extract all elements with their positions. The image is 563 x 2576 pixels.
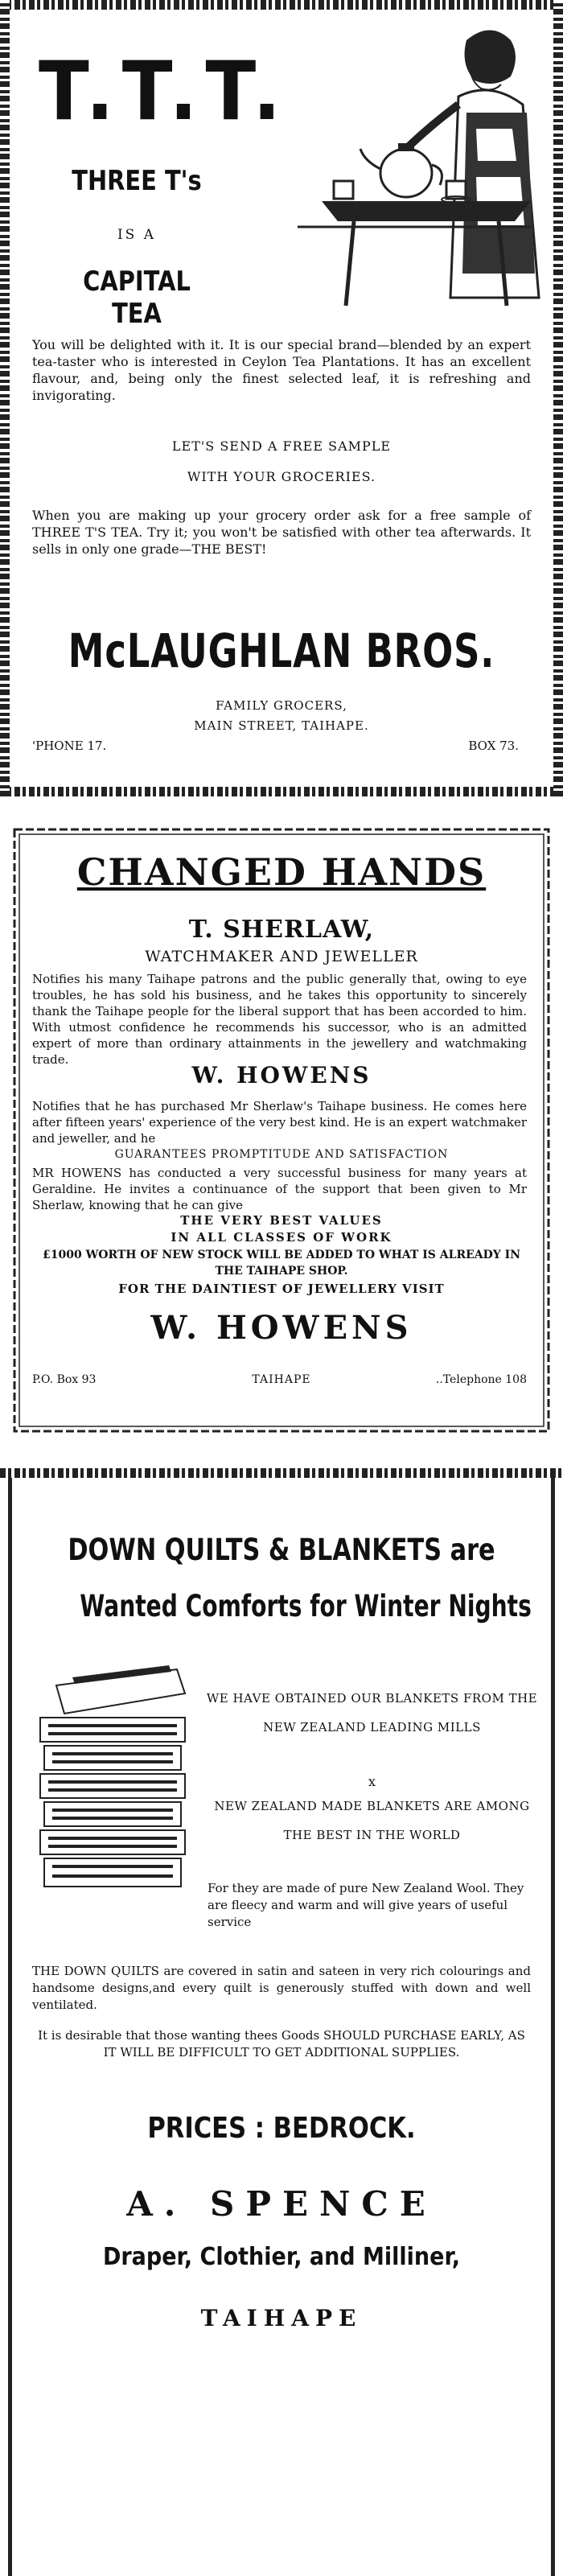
headline-2: Wanted Comforts for Winter Nights — [80, 1589, 532, 1623]
ttt-sample-line-1: LET'S SEND A FREE SAMPLE — [171, 438, 392, 454]
chain-border-left — [0, 0, 10, 796]
sherlaw-town: TAIHAPE — [252, 1373, 311, 1386]
changed-hands-headline: CHANGED HANDS — [76, 850, 487, 894]
nz-blankets-text: NEW ZEALAND MADE BLANKETS ARE AMONG THE BEST IN THE WORLD — [214, 1799, 530, 1842]
telephone: ..Telephone 108 — [435, 1373, 527, 1386]
ttt-tagline-3: CAPITAL TEA — [83, 265, 191, 330]
blankets-illustration — [24, 1653, 197, 1895]
ttt-advertisement — [0, 0, 563, 796]
seller-trade: WATCHMAKER AND JEWELLER — [145, 948, 418, 965]
values-line-1: THE VERY BEST VALUES — [180, 1213, 383, 1228]
ttt-body-1: You will be delighted with it. It is our special brand—blended by an expert tea-taster who is interested in Ceylon Tea Plantations. It has an excellent flavour, and, being only the finest selected leaf, it is refreshing and invigorating. — [32, 337, 531, 403]
left-rule — [8, 1478, 12, 2576]
ttt-sample-line-2: WITH YOUR GROCERIES. — [187, 469, 376, 484]
ttt-title: T.T.T. — [39, 43, 290, 139]
quilts-text: THE DOWN QUILTS are covered in satin and sateen in very rich colourings and handsome designs,and every quilt is generously stuffed with down and well ventilated. — [32, 1964, 531, 2012]
headline-1: DOWN QUILTS & BLANKETS are — [68, 1533, 495, 1567]
chain-border-top — [0, 1468, 563, 1478]
buyer-notice-2: MR HOWENS has conducted a very successful business for many years at Geraldine. He invites a continuance of the support that been given to Mr Sherlaw, knowing that he can give — [32, 1166, 527, 1212]
chain-border-bottom — [0, 787, 563, 796]
stock-notice: £1000 WORTH OF NEW STOCK WILL BE ADDED TO WHAT IS ALREADY IN THE TAIHAPE SHOP. — [42, 1249, 520, 1278]
buyer-notice: Notifies that he has purchased Mr Sherlaw's Taihape business. He comes here after fifteen years' experience of the very best kind. He is an expert watchmaker and jeweller, and he — [32, 1099, 527, 1146]
spence-advertisement — [0, 1468, 563, 2576]
seller-notice: Notifies his many Taihape patrons and the public generally that, owing to eye troubles, he has sold his business, and he takes this opportunity to sincerely thank the Taihape people for the liberal support that has been accorded to him. With utmost confidence he recommends his successor, who is an admitted expert of more than ordinary attainments in the jewellery and watchmaking trade. — [32, 972, 527, 1067]
company-subtitle-1: FAMILY GROCERS, — [216, 698, 347, 713]
daintiest-line: FOR THE DAINTIEST OF JEWELLERY VISIT — [118, 1282, 445, 1296]
ttt-tagline-1: THREE T's — [72, 165, 202, 197]
company-box: BOX 73. — [468, 739, 519, 753]
changed-hands-advertisement — [0, 817, 563, 1444]
buyer-name: W. HOWENS — [191, 1062, 372, 1088]
values-line-2: IN ALL CLASSES OF WORK — [171, 1230, 392, 1245]
spence-trade: Draper, Clothier, and Milliner, — [102, 2243, 461, 2271]
guarantees: GUARANTEES PROMPTITUDE AND SATISFACTION — [114, 1148, 449, 1161]
tea-woman-illustration — [265, 16, 551, 322]
company-phone: 'PHONE 17. — [32, 739, 107, 753]
right-rule — [551, 1478, 555, 2576]
spence-town: TAIHAPE — [200, 2305, 363, 2331]
prices-line: PRICES : BEDROCK. — [147, 2112, 416, 2145]
footer-buyer-name: W. HOWENS — [150, 1309, 413, 1347]
po-box: P.O. Box 93 — [32, 1373, 97, 1386]
chain-border-right — [553, 0, 563, 796]
mills-text: WE HAVE OBTAINED OUR BLANKETS FROM THE NEW ZEALAND LEADING MILLS — [206, 1691, 538, 1734]
seller-name: T. SHERLAW, — [188, 916, 375, 944]
ttt-tagline-2: IS A — [117, 227, 157, 243]
spence-name: A. SPENCE — [126, 2184, 437, 2224]
chain-border-top — [0, 0, 563, 10]
wool-text: For they are made of pure New Zealand Wool. They are fleecy and warm and will give years of useful service — [208, 1881, 524, 1929]
company-name: McLAUGHLAN BROS. — [68, 623, 495, 678]
desirable-text: It is desirable that those wanting thees Goods SHOULD PURCHASE EARLY, AS IT WILL BE DIFFICULT TO GET ADDITIONAL SUPPLIES. — [38, 2028, 525, 2060]
company-subtitle-2: MAIN STREET, TAIHAPE. — [194, 718, 369, 733]
text-divider: x — [368, 1774, 376, 1789]
ttt-body-2: When you are making up your grocery order ask for a free sample of THREE T'S TEA. Try it; you won't be satisfied with other tea afterwards. It sells in only one grade—THE BEST! — [32, 508, 531, 557]
